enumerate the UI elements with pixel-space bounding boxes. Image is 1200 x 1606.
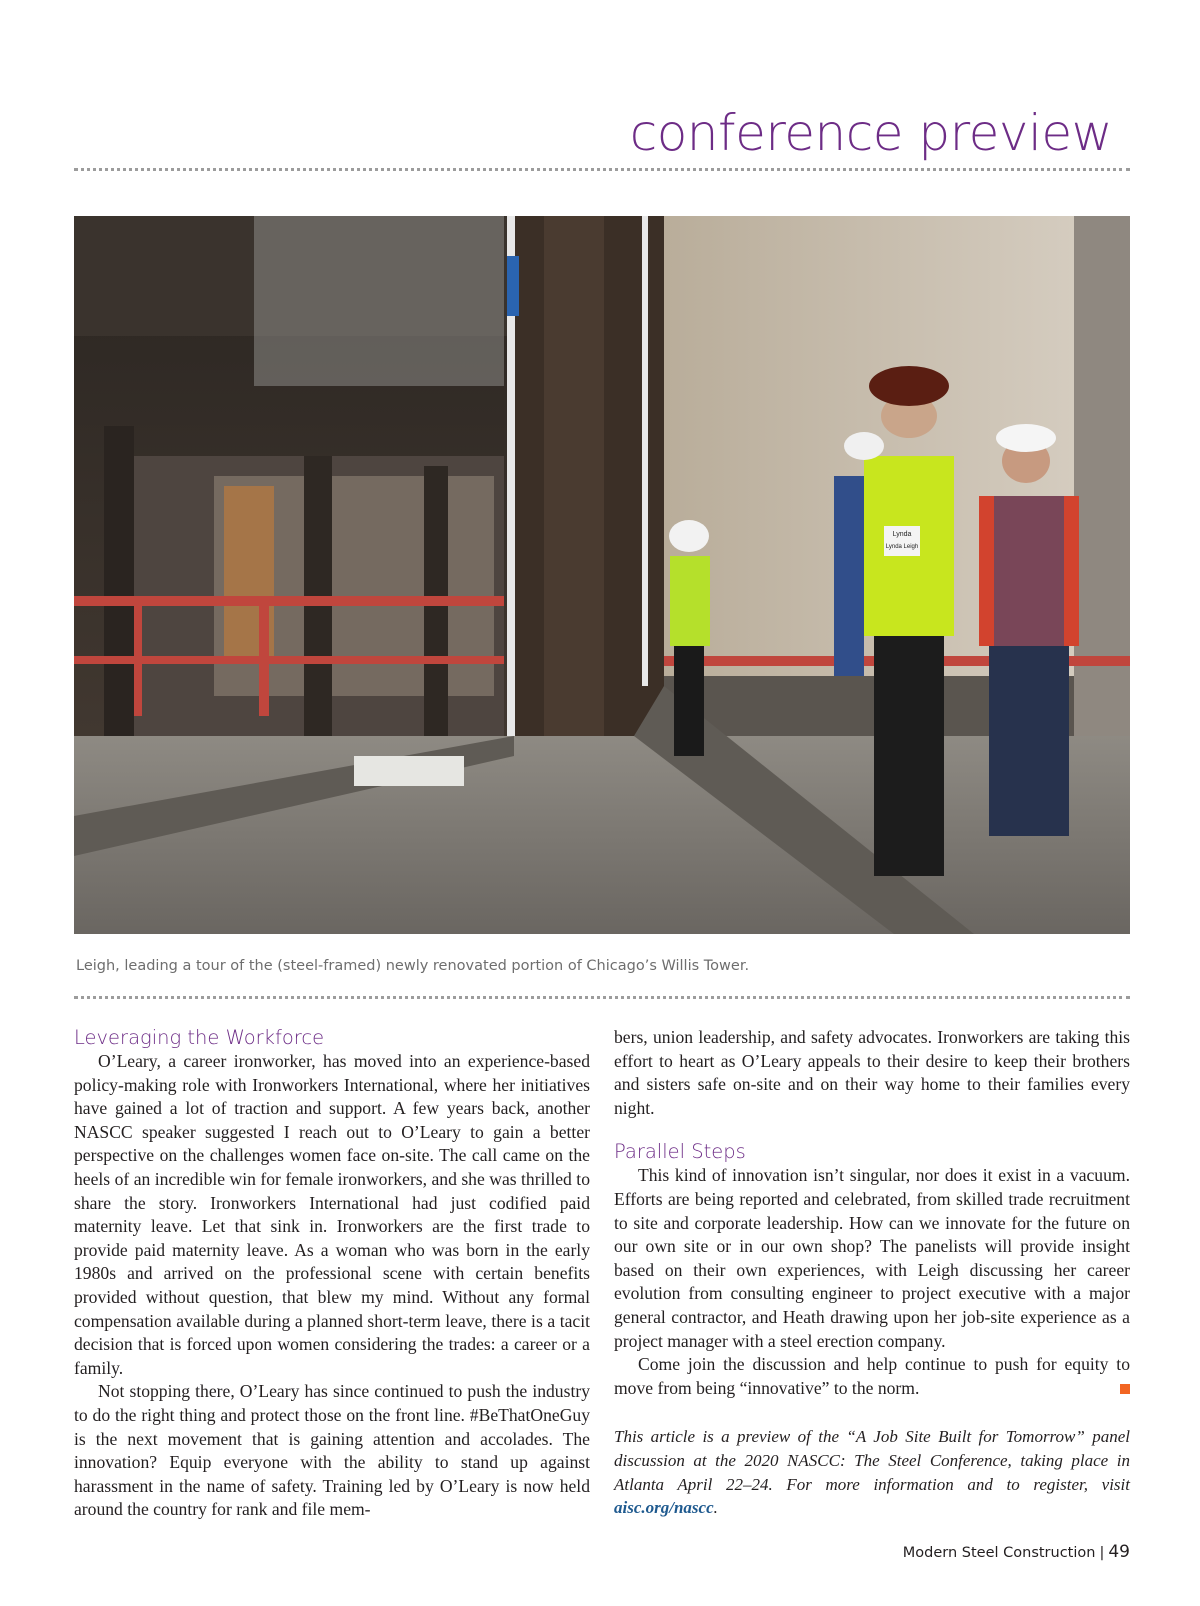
paragraph-4 [614, 1353, 1130, 1400]
paragraph-3: This kind of innovation isn’t singular, nor does it exist in a vacuum. Efforts are being reported and celebrated, from skilled trade recruitment to site and corporate leadership. How can we innovate for the future on our own site or in our own shop? The panelists will provide insight based on their own experiences, with Leigh discussing her career evolution from consulting engineer to project executive with a major general contractor, and Heath drawing upon her job-site experience as a project manager with a steel erection company. [614, 1165, 1130, 1351]
caption-dotted-divider [74, 996, 1130, 999]
page-number: 49 [1108, 1542, 1130, 1562]
article-preview-note [614, 1425, 1130, 1519]
vest-badge-top: Lynda [892, 531, 912, 538]
heading-parallel-steps: Parallel Steps [614, 1140, 746, 1164]
photo-caption: Leigh, leading a tour of the (steel-framed) newly renovated portion of Chicago’s Willis Tower. [76, 958, 750, 974]
note-text: This article is a preview of the “A Job Site Built for Tomorrow” panel discussion at the 2020 NASCC: The Steel Conference, taking place in Atlanta April 22–24. For more information and to register, visit [614, 1427, 1130, 1494]
page-footer [903, 1542, 1130, 1562]
heading-leveraging-workforce: Leveraging the Workforce [74, 1026, 325, 1049]
paragraph-2-start: Not stopping there, O’Leary has since continued to push the industry to do the right thing and protect those on the front line. #BeThatOneGuy is the next movement that is gaining attention and accolades. The innovation? Equip everyone with the ability to stand up against harassment in the name of safety. Training led by O’Leary is now held around the country for rank and file mem- [74, 1381, 590, 1520]
paragraph-2-end: bers, union leadership, and safety advocates. Ironworkers are taking this effort to heart as O’Leary appeals to their desire to keep their brothers and sisters safe on-site and on their way home to their families every night. [614, 1027, 1130, 1118]
left-column [74, 1026, 590, 1522]
paragraph-1: O’Leary, a career ironworker, has moved into an experience-based policy-making role with Ironworkers International, where her initiatives have gained a lot of traction and support. A few years back, another NASCC speaker suggested I reach out to O’Leary to gain a better perspective on the challenges women face on-site. The call came on the heels of an incredible win for female ironworkers, and she was thrilled to share the story. Ironworkers International had just codified paid maternity leave. Let that sink in. Ironworkers are the first trade to provide paid maternity leave. As a woman who was born in the early 1980s and arrived on the professional scene with certain benefits provided without question, that blew my mind. Without any formal compensation available during a planned short-term leave, there is a tacit decision that is forced upon women considering the trades: a career or a family. [74, 1051, 590, 1378]
article-photo [74, 216, 1130, 934]
right-column [614, 1026, 1130, 1520]
publication-name: Modern Steel Construction [902, 1545, 1096, 1561]
note-end: . [713, 1498, 718, 1518]
photo-construction-site-icon [74, 216, 1130, 934]
top-dotted-divider [74, 168, 1130, 171]
paragraph-4-text: Come join the discussion and help continue to push for equity to move from being “innovative” to the norm. [614, 1354, 1130, 1398]
register-link[interactable]: aisc.org/nascc [614, 1498, 714, 1518]
vest-badge-name: Lynda Leigh [885, 544, 919, 550]
end-of-article-icon [1120, 1384, 1130, 1394]
section-title: conference preview [629, 104, 1112, 162]
footer-separator: | [1099, 1545, 1105, 1561]
